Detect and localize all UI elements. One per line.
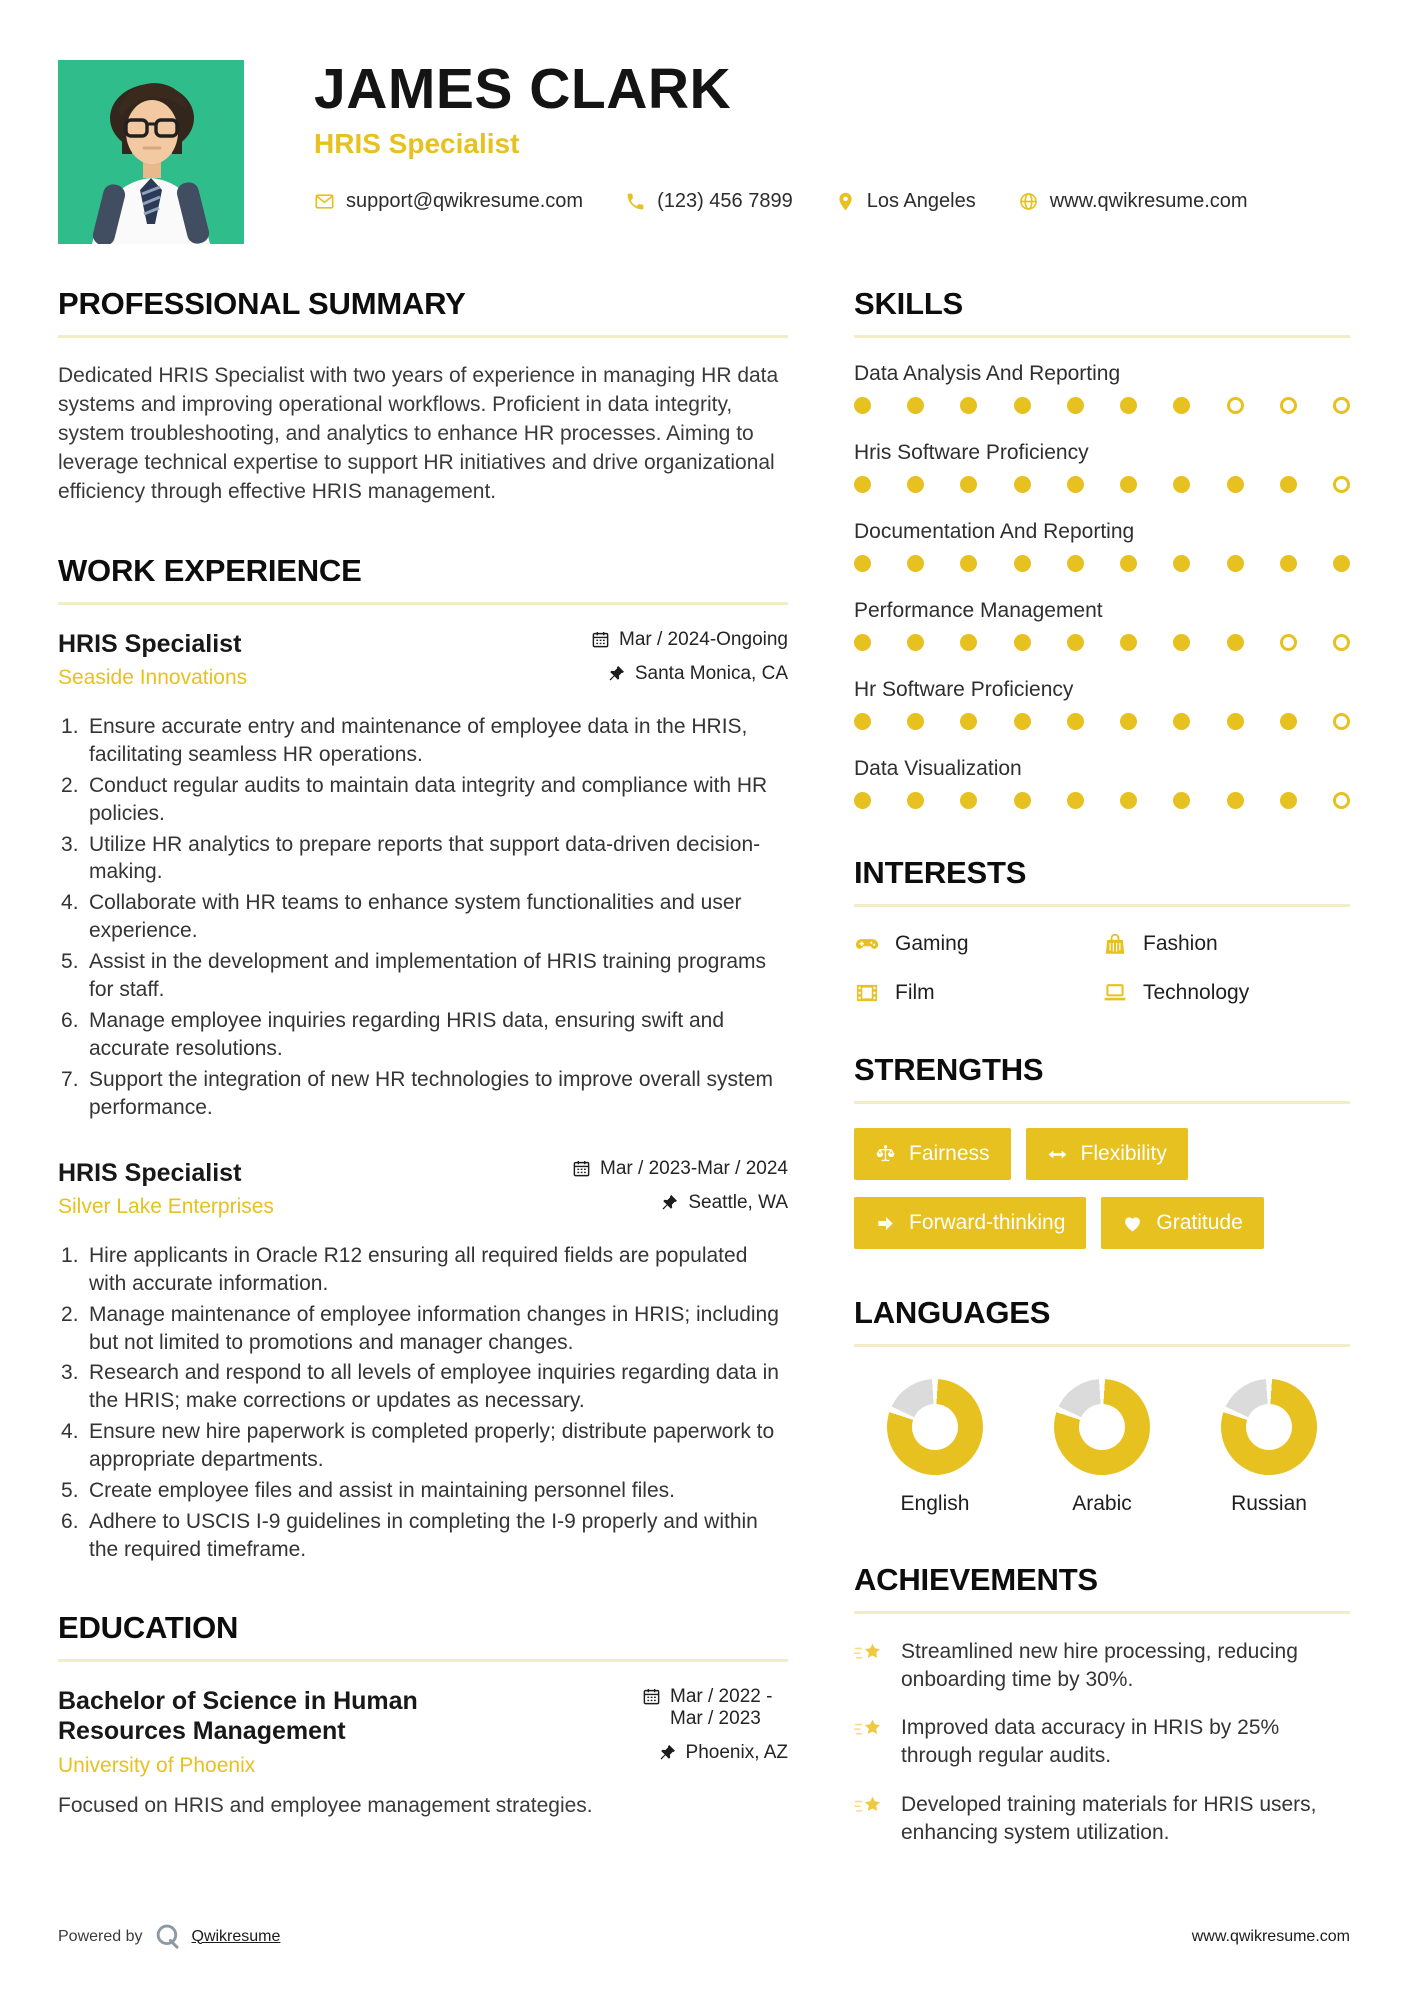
language-item: [1194, 1379, 1344, 1516]
job-title: HRIS Specialist: [58, 1158, 242, 1187]
skill-dot: [960, 713, 977, 730]
skill-dot: [907, 634, 924, 651]
skill-dot: [1173, 476, 1190, 493]
achievement-item: [854, 1638, 1350, 1693]
education-dates: Mar / 2022 - Mar / 2023: [670, 1685, 773, 1729]
skill-dots: [854, 634, 1350, 651]
education-note: Focused on HRIS and employee management strategies.: [58, 1793, 593, 1817]
skill-name: Documentation And Reporting: [854, 520, 1135, 543]
skill-dot: [1120, 713, 1137, 730]
film-icon: [854, 980, 880, 1006]
contact-text: support@qwikresume.com: [346, 190, 584, 213]
skill-dots: [854, 397, 1350, 414]
skill-dot: [1280, 634, 1297, 651]
job-list: [58, 629, 788, 1564]
shopping-bag-icon: [1102, 931, 1128, 957]
job-header: [58, 1158, 788, 1226]
contact-row: [314, 190, 1248, 213]
skill-name: Hr Software Proficiency: [854, 678, 1074, 701]
skill-dot: [1120, 555, 1137, 572]
skill-dot: [1280, 397, 1297, 414]
star-icon: [854, 1791, 884, 1821]
skill-dots: [854, 555, 1350, 572]
achievement-text: Streamlined new hire processing, reducing onboarding time by 30%.: [901, 1640, 1298, 1691]
job-company: Seaside Innovations: [58, 666, 248, 690]
right-column: [854, 286, 1350, 1892]
achievement-item: [854, 1714, 1350, 1769]
location-icon: [835, 191, 856, 212]
degree-title: Bachelor of Science in Human Resources Management: [58, 1686, 418, 1746]
achievement-text: Improved data accuracy in HRIS by 25% through regular audits.: [901, 1716, 1280, 1768]
arrows-icon: [1047, 1144, 1068, 1165]
language-label: Arabic: [1072, 1492, 1132, 1515]
job-bullet: Research and respond to all levels of employee inquiries regarding data in the HRIS; make corrections or updates as necessary.: [89, 1361, 779, 1413]
contact-text: www.qwikresume.com: [1049, 190, 1248, 213]
language-donut: [887, 1379, 983, 1475]
skill-dot: [960, 476, 977, 493]
skill-dot: [854, 634, 871, 651]
gamepad-icon: [854, 931, 880, 957]
interests-heading: INTERESTS: [854, 855, 1027, 890]
skill-dot: [960, 634, 977, 651]
job-bullet: Ensure accurate entry and maintenance of employee data in the HRIS, facilitating seamless HR operations.: [89, 714, 748, 766]
section-rule: [854, 1101, 1350, 1104]
achievement-text: Developed training materials for HRIS users, enhancing system utilization.: [901, 1792, 1317, 1844]
candidate-name: JAMES CLARK: [314, 57, 732, 121]
achievements-heading: ACHIEVEMENTS: [854, 1562, 1098, 1597]
job-meta: [591, 629, 788, 697]
job-bullet: Conduct regular audits to maintain data integrity and compliance with HR policies.: [89, 773, 768, 825]
job-title: HRIS Specialist: [58, 629, 242, 658]
calendar-icon: [591, 630, 610, 649]
job-meta: [572, 1158, 788, 1226]
skill-name: Hris Software Proficiency: [854, 441, 1089, 464]
skill-dot: [1333, 634, 1350, 651]
experience-section: [58, 553, 788, 1564]
globe-icon: [1018, 191, 1039, 212]
pushpin-icon: [607, 664, 626, 683]
interest-item: [1102, 980, 1350, 1006]
job-bullet: Ensure new hire paperwork is completed properly; distribute paperwork to appropriate departments.: [89, 1420, 775, 1472]
skill-dot: [1333, 555, 1350, 572]
content-columns: [0, 286, 1407, 1892]
job-bullet: Support the integration of new HR technologies to improve overall system performance.: [89, 1067, 774, 1119]
skill-dot: [854, 476, 871, 493]
profile-photo: [58, 60, 244, 244]
skill-dot: [1333, 713, 1350, 730]
skill-dot: [1067, 634, 1084, 651]
skill-dot: [1173, 713, 1190, 730]
experience-heading: WORK EXPERIENCE: [58, 552, 362, 588]
skill-dot: [1120, 476, 1137, 493]
skill-dot: [1120, 792, 1137, 809]
skill-dots: [854, 713, 1350, 730]
skills-section: [854, 286, 1350, 809]
language-item: [860, 1379, 1010, 1516]
summary-heading: PROFESSIONAL SUMMARY: [58, 286, 466, 321]
pushpin-icon: [660, 1193, 679, 1212]
calendar-icon: [572, 1159, 591, 1178]
strength-chip: [1026, 1128, 1188, 1180]
interest-label: Technology: [1143, 981, 1250, 1004]
header-text: [314, 57, 1248, 244]
skill-dot: [1014, 634, 1031, 651]
skill-dot: [960, 555, 977, 572]
section-rule: [854, 335, 1350, 338]
job-bullet: Utilize HR analytics to prepare reports that support data-driven decision-making.: [89, 832, 761, 884]
skill-dot: [1067, 476, 1084, 493]
calendar-icon: [642, 1687, 661, 1706]
skill-item: [854, 441, 1350, 493]
skill-name: Performance Management: [854, 599, 1103, 622]
strength-chip: [1101, 1197, 1263, 1249]
summary-text: Dedicated HRIS Specialist with two years of experience in managing HR data systems and improving operational workflows. Proficient in data integrity, system troubleshooting, and analytics to enhance HR processes. Aiming to leverage technical expertise to support HR initiatives and drive organizational efficiency through effective HRIS management.: [58, 364, 779, 503]
skill-dot: [1227, 555, 1244, 572]
skill-dot: [1014, 713, 1031, 730]
skill-dot: [907, 397, 924, 414]
skill-dot: [1173, 397, 1190, 414]
skill-dot: [1067, 555, 1084, 572]
skill-dot: [1227, 792, 1244, 809]
skill-item: [854, 678, 1350, 730]
skill-dot: [1280, 555, 1297, 572]
skill-dot: [907, 713, 924, 730]
left-column: [58, 286, 788, 1892]
skill-dot: [1227, 713, 1244, 730]
achievements-section: [854, 1562, 1350, 1846]
strengths-heading: STRENGTHS: [854, 1052, 1044, 1087]
education-meta: [642, 1686, 788, 1776]
skill-dot: [907, 555, 924, 572]
phone-icon: [625, 191, 646, 212]
skill-dot: [1120, 397, 1137, 414]
skill-dot: [1280, 792, 1297, 809]
skill-dot: [960, 397, 977, 414]
job-dates: Mar / 2024-Ongoing: [619, 628, 788, 650]
interests-section: [854, 855, 1350, 1006]
scales-icon: [875, 1144, 896, 1165]
skill-item: [854, 599, 1350, 651]
skill-dot: [854, 792, 871, 809]
job-header: [58, 629, 788, 697]
job-bullet: Hire applicants in Oracle R12 ensuring all required fields are populated with accurate information.: [89, 1243, 748, 1295]
star-icon: [854, 1638, 884, 1668]
interest-label: Gaming: [895, 932, 969, 955]
interests-grid: [854, 931, 1350, 1006]
job-bullet: Manage maintenance of employee information changes in HRIS; including but not limited to promotions and manager changes.: [89, 1302, 779, 1354]
strength-label: Gratitude: [1156, 1211, 1243, 1234]
skill-dot: [1173, 634, 1190, 651]
strength-chip: [854, 1128, 1011, 1180]
job-bullets: [58, 713, 788, 1122]
job-location: Santa Monica, CA: [634, 662, 788, 684]
achievement-item: [854, 1791, 1350, 1846]
contact-text: (123) 456 7899: [657, 190, 793, 213]
language-donut: [1221, 1379, 1317, 1475]
skill-dot: [1227, 476, 1244, 493]
language-item: [1027, 1379, 1177, 1516]
job-bullet: Create employee files and assist in maintaining personnel files.: [89, 1479, 675, 1503]
header: [0, 0, 1407, 244]
summary-section: [58, 286, 788, 507]
arrow-right-icon: [875, 1213, 896, 1234]
skill-dot: [1227, 397, 1244, 414]
skill-dot: [1067, 792, 1084, 809]
pushpin-icon: [658, 1743, 677, 1762]
strength-label: Flexibility: [1080, 1142, 1167, 1165]
school-name: University of Phoenix: [58, 1753, 256, 1777]
powered-by-label: Powered by: [58, 1927, 143, 1945]
skills-heading: SKILLS: [854, 286, 964, 321]
education-heading: EDUCATION: [58, 1609, 239, 1645]
strength-chip: [854, 1197, 1086, 1249]
job-dates: Mar / 2023-Mar / 2024: [600, 1157, 788, 1179]
footer: [58, 1923, 1350, 1950]
skill-dot: [960, 792, 977, 809]
job-entry: [58, 1158, 788, 1564]
job-bullet: Manage employee inquiries regarding HRIS data, ensuring swift and accurate resolutions.: [89, 1009, 725, 1060]
skill-dot: [1120, 634, 1137, 651]
language-donut: [1054, 1379, 1150, 1475]
skill-dot: [1333, 792, 1350, 809]
job-bullet: Assist in the development and implementation of HRIS training programs for staff.: [89, 950, 767, 1002]
skill-dot: [907, 476, 924, 493]
skill-dot: [1333, 476, 1350, 493]
candidate-title: HRIS Specialist: [314, 128, 520, 160]
contact-item: [1018, 190, 1248, 213]
profile-photo-illustration: [58, 60, 244, 244]
skill-name: Data Visualization: [854, 757, 1022, 780]
language-label: Russian: [1231, 1492, 1307, 1515]
section-rule: [58, 1659, 788, 1662]
skill-dot: [1173, 555, 1190, 572]
job-location: Seattle, WA: [688, 1191, 788, 1213]
interest-item: [1102, 931, 1350, 957]
section-rule: [854, 1611, 1350, 1614]
skill-dots: [854, 476, 1350, 493]
section-rule: [58, 335, 788, 338]
job-bullet: Adhere to USCIS I-9 guidelines in completing the I-9 properly and within the required timeframe.: [89, 1510, 758, 1561]
languages-section: [854, 1295, 1350, 1516]
achievements-list: [854, 1638, 1350, 1846]
contact-item: [625, 190, 793, 213]
skill-dot: [1014, 555, 1031, 572]
interest-item: [854, 931, 1102, 957]
education-entry: [58, 1686, 788, 1818]
education-location: Phoenix, AZ: [685, 1741, 788, 1763]
languages-heading: LANGUAGES: [854, 1295, 1051, 1330]
skill-dot: [1014, 397, 1031, 414]
skill-dot: [1173, 792, 1190, 809]
job-company: Silver Lake Enterprises: [58, 1195, 274, 1219]
section-rule: [854, 1344, 1350, 1347]
qwikresume-link[interactable]: Qwikresume: [191, 1927, 281, 1945]
contact-item: [835, 190, 976, 213]
skill-dot: [854, 397, 871, 414]
skill-name: Data Analysis And Reporting: [854, 362, 1121, 385]
skill-dot: [854, 713, 871, 730]
strengths-section: [854, 1052, 1350, 1249]
skill-dot: [907, 792, 924, 809]
section-rule: [58, 602, 788, 605]
skill-dot: [1067, 713, 1084, 730]
skill-dot: [1280, 476, 1297, 493]
job-bullets: [58, 1242, 788, 1564]
interest-label: Film: [895, 981, 935, 1004]
skills-list: [854, 362, 1350, 809]
strength-label: Fairness: [909, 1142, 990, 1165]
education-section: [58, 1610, 788, 1818]
skill-dot: [1280, 713, 1297, 730]
contact-item: [314, 190, 583, 213]
job-bullet: Collaborate with HR teams to enhance system functionalities and user experience.: [89, 891, 742, 943]
skill-dots: [854, 792, 1350, 809]
email-icon: [314, 191, 335, 212]
skill-dot: [1014, 792, 1031, 809]
strength-label: Forward-thinking: [909, 1211, 1066, 1234]
skill-item: [854, 757, 1350, 809]
heart-icon: [1122, 1213, 1143, 1234]
interest-item: [854, 980, 1102, 1006]
languages-list: [854, 1371, 1350, 1516]
skill-dot: [1227, 634, 1244, 651]
job-entry: [58, 629, 788, 1122]
footer-site: www.qwikresume.com: [1191, 1927, 1350, 1945]
star-icon: [854, 1714, 884, 1744]
laptop-icon: [1102, 980, 1128, 1006]
contact-text: Los Angeles: [866, 190, 976, 213]
interest-label: Fashion: [1143, 932, 1218, 955]
skill-item: [854, 362, 1350, 414]
language-label: English: [900, 1492, 970, 1515]
skill-dot: [1014, 476, 1031, 493]
skill-dot: [1067, 397, 1084, 414]
skill-item: [854, 520, 1350, 572]
skill-dot: [854, 555, 871, 572]
strengths-list: [854, 1128, 1350, 1249]
skill-dot: [1333, 397, 1350, 414]
qwikresume-logo-icon: [154, 1923, 181, 1950]
section-rule: [854, 904, 1350, 907]
